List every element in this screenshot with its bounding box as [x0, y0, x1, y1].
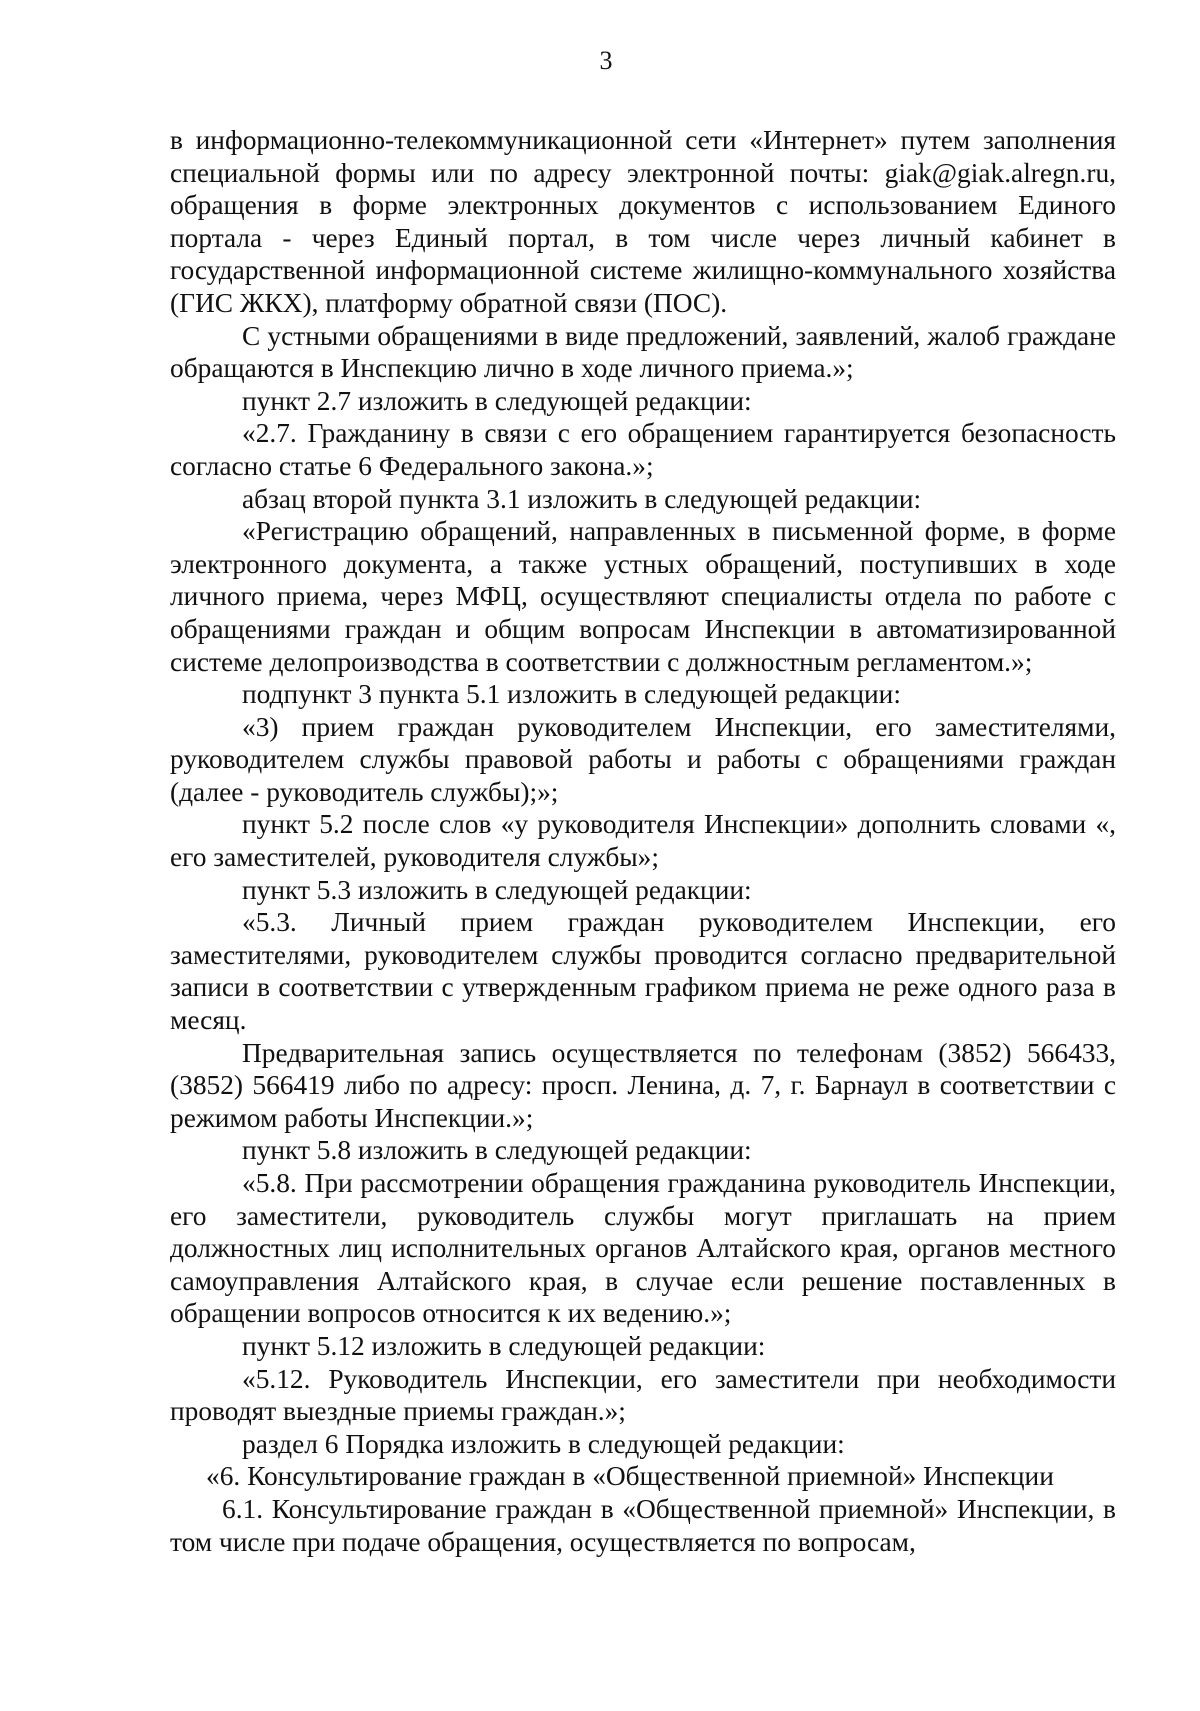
paragraph: пункт 5.3 изложить в следующей редакции: [242, 874, 752, 905]
paragraph: пункт 5.12 изложить в следующей редакции: [242, 1330, 766, 1361]
paragraph: подпункт 3 пункта 5.1 изложить в следующей редакции: [242, 679, 901, 710]
paragraph: «5.12. Руководитель Инспекции, его заместители при необходимости проводят выездные приемы граждан.»; [170, 1363, 1116, 1427]
paragraph: абзац второй пункта 3.1 изложить в следующей редакции: [242, 483, 922, 514]
paragraph: «5.3. Личный прием граждан руководителем Инспекции, его заместителями, руководителем службы проводится согласно предварительной записи в соответствии с утвержденным графиком приема не реже одного раза в месяц. [170, 907, 1116, 1036]
paragraph: 6.1. Консультирование граждан в «Общественной приемной» Инспекции, в том числе при подаче обращения, осуществляется по вопросам, [170, 1493, 1116, 1557]
paragraph: Предварительная запись осуществляется по телефонам (3852) 566433, (3852) 566419 либо по адресу: просп. Ленина, д. 7, г. Барнаул в соответствии с режимом работы Инспекции.»; [170, 1037, 1116, 1133]
paragraph: в информационно-телекоммуникационной сети «Интернет» путем заполнения специальной формы или по адресу электронной почты: giak@giak.alregn.ru, обращения в форме электронных документов с использованием Единого портала - через Единый портал, в том числе через личный кабинет в государственной информационной системе жилищно-коммунального хозяйства (ГИС ЖКХ), платформу обратной связи (ПОС). [170, 125, 1116, 318]
paragraph: С устными обращениями в виде предложений, заявлений, жалоб граждане обращаются в Инспекцию лично в ходе личного приема.»; [170, 320, 1116, 384]
paragraph: пункт 5.2 после слов «у руководителя Инспекции» дополнить словами «, его заместителей, руководителя службы»; [170, 809, 1116, 873]
section-heading: «6. Консультирование граждан в «Общественной приемной» Инспекции [206, 1461, 1054, 1492]
paragraph: «5.8. При рассмотрении обращения гражданина руководитель Инспекции, его заместители, руководитель службы могут приглашать на прием должностных лиц исполнительных органов Алтайского края, органов местного самоуправления Алтайского края, в случае если решение поставленных в обращении вопросов относится к их ведению.»; [170, 1168, 1116, 1329]
paragraph: «2.7. Гражданину в связи с его обращением гарантируется безопасность согласно статье 6 Федерального закона.»; [170, 418, 1116, 481]
paragraph: пункт 2.7 изложить в следующей редакции: [242, 385, 752, 416]
paragraph: раздел 6 Порядка изложить в следующей редакции: [242, 1428, 845, 1459]
paragraph: «Регистрацию обращений, направленных в письменной форме, в форме электронного документа, а также устных обращений, поступивших в ходе личного приема, через МФЦ, осуществляют специалисты отдела по работе с обращениями граждан и общим вопросам Инспекции в автоматизированной системе делопроизводства в соответствии с должностным регламентом.»; [170, 516, 1116, 677]
paragraph: пункт 5.8 изложить в следующей редакции: [242, 1135, 752, 1166]
page-number: 3 [599, 46, 613, 75]
document-body [170, 124, 1116, 1558]
paragraph: «3) прием граждан руководителем Инспекции, его заместителями, руководителем службы правовой работы и работы с обращениями граждан (далее - руководитель службы);»; [170, 711, 1116, 807]
